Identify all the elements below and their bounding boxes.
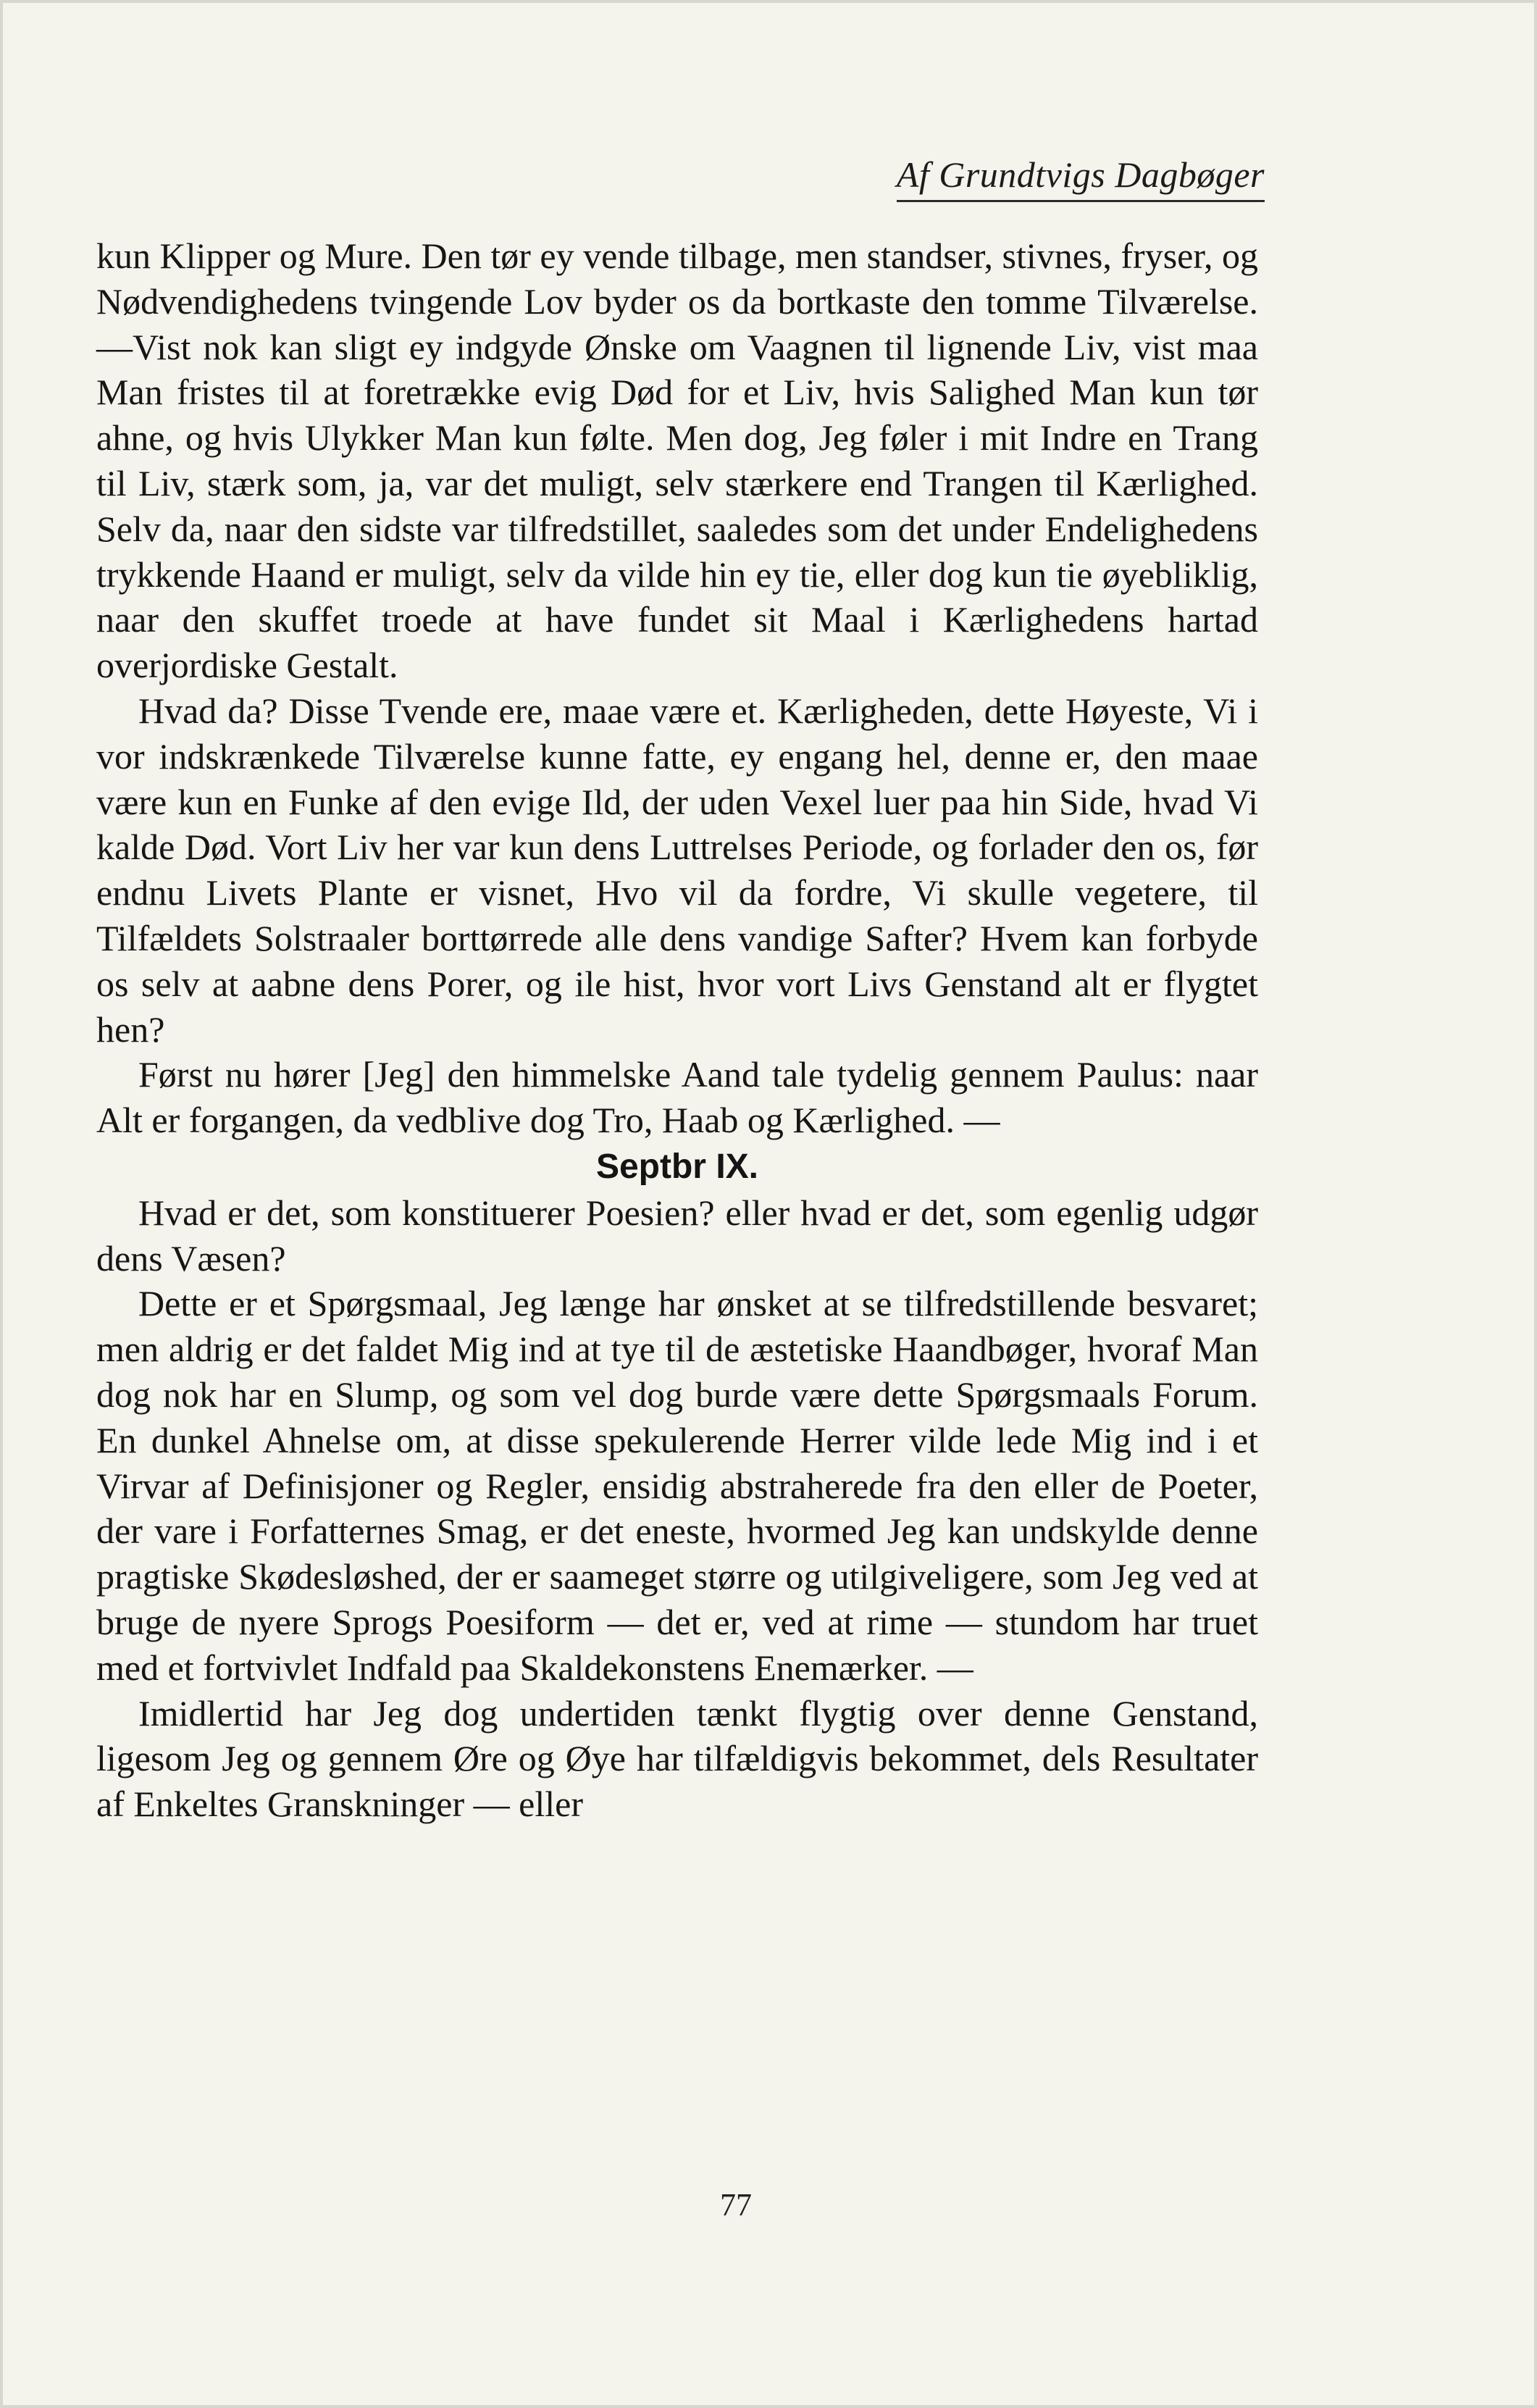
page-number: 77 bbox=[720, 2187, 752, 2223]
page-number-container bbox=[0, 2186, 1537, 2223]
paragraph: Dette er et Spørgsmaal, Jeg længe har ønsket at se tilfredstillende besvaret; men aldrig er det faldet Mig ind at tye til de æstetiske Haandbøger, hvoraf Man dog nok har en Slump, og som vel dog burde være dette Spørgsmaals Forum. En dunkel Ahnelse om, at disse spekulerende Herrer vilde lede Mig ind i et Virvar af Definisjoner og Regler, ensidig abstraherede fra den eller de Poeter, der vare i Forfatternes Smag, er det eneste, hvormed Jeg kan undskylde denne pragtiske Skødesløshed, der er saameget større og utilgiveligere, som Jeg ved at bruge de nyere Sprogs Poesiform — det er, ved at rime — stundom har truet med et fortvivlet Indfald paa Skaldekonstens Enemærker. — bbox=[96, 1283, 1258, 1688]
paragraph: Hvad er det, som konstituerer Poesien? eller hvad er det, som egenlig udgør dens Væsen? bbox=[96, 1192, 1258, 1279]
body-text bbox=[96, 233, 1258, 1827]
paragraph: Først nu hører [Jeg] den himmelske Aand tale tydelig gennem Paulus: naar Alt er forgangen, da vedblive dog Tro, Haab og Kærlighed. — bbox=[96, 1054, 1258, 1141]
section-heading: Septbr IX. bbox=[595, 1147, 759, 1186]
paragraph: kun Klipper og Mure. Den tør ey vende tilbage, men standser, stivnes, fryser, og Nødvendighedens tvingende Lov byder os da bortkaste den tomme Tilværelse. —Vist nok kan sligt ey indgyde Ønske om Vaagnen til lignende Liv, vist maa Man fristes til at foretrække evig Død for et Liv, hvis Salighed Man kun tør ahne, og hvis Ulykker Man kun følte. Men dog, Jeg føler i mit Indre en Trang til Liv, stærk som, ja, var det muligt, selv stærkere end Trangen til Kærlighed. Selv da, naar den sidste var tilfredstillet, saaledes som det under Endelighedens trykkende Haand er muligt, selv da vilde hin ey tie, eller dog kun tie øyebliklig, naar den skuffet troede at have fundet sit Maal i Kærlighedens hartad overjordiske Gestalt. bbox=[96, 235, 1258, 686]
running-head: Af Grundtvigs Dagbøger bbox=[897, 154, 1265, 202]
paragraph: Imidlertid har Jeg dog undertiden tænkt flygtig over denne Genstand, ligesom Jeg og gennem Øre og Øye har tilfældigvis bekommet, dels Resultater af Enkeltes Granskninger — eller bbox=[96, 1692, 1258, 1825]
paragraph: Hvad da? Disse Tvende ere, maae være et. Kærligheden, dette Høyeste, Vi i vor indskrænkede Tilværelse kunne fatte, ey engang hel, denne er, den maae være kun en Funke af den evige Ild, der uden Vexel luer paa hin Side, hvad Vi kalde Død. Vort Liv her var kun dens Luttrelses Periode, og forlader den os, før endnu Livets Plante er visnet, Hvo vil da fordre, Vi skulle vegetere, til Tilfældets Solstraaler borttørrede alle dens vandige Safter? Hvem kan forbyde os selv at aabne dens Porer, og ile hist, hvor vort Livs Genstand alt er flygtet hen? bbox=[96, 690, 1258, 1050]
